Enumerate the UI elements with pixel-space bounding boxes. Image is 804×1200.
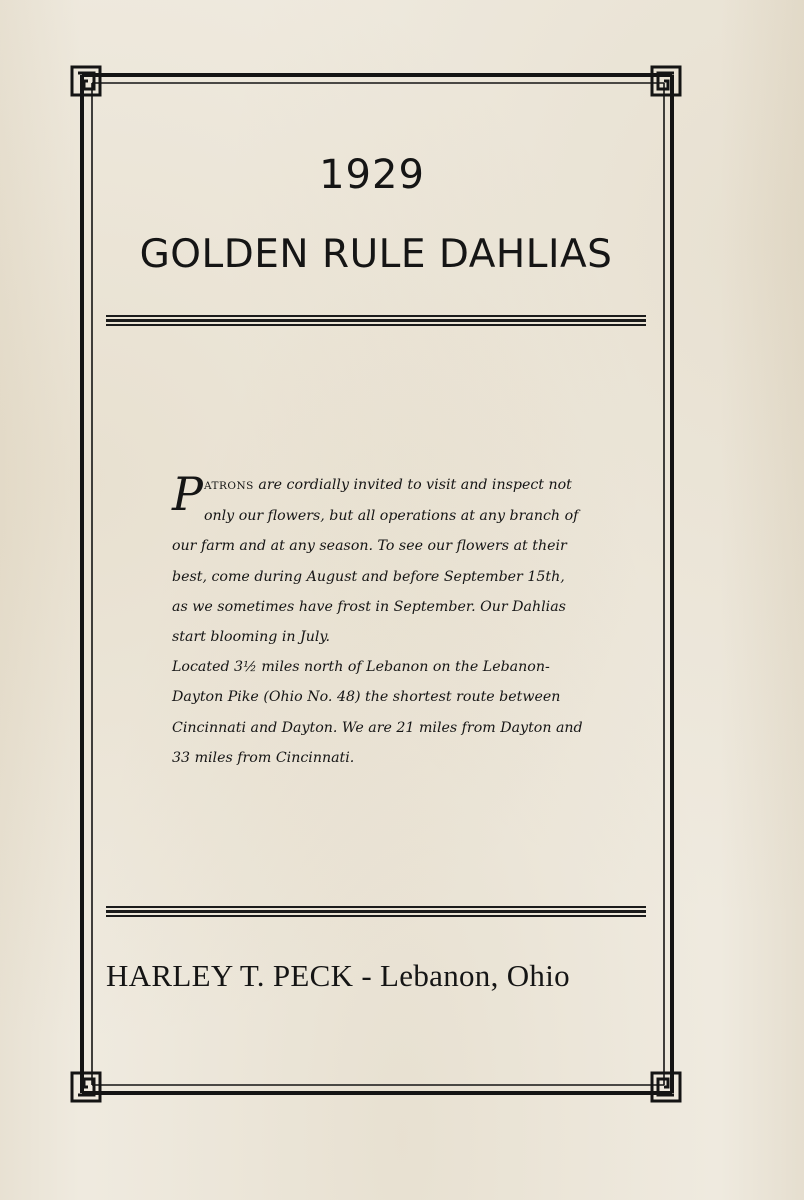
notice-text-1: are cordially invited to visit and inspect not only our flowers, but all operations at any branch of our farm and at any season. To see our flowers at their best, come during August and before September 15th, as we sometimes have frost in September. Our Dahlias start blooming in July. [172,477,579,646]
drop-cap: P [172,467,203,521]
greek-key-corner-icon [72,1073,100,1101]
lead-in: ATRONS [203,480,254,492]
greek-key-corner-icon [652,67,680,95]
bottom-divider [106,906,646,918]
greek-key-corner-icon [72,67,100,95]
notice-paragraph-2: Located 3½ miles north of Lebanon on the Lebanon-Dayton Pike (Ohio No. 48) the shortest route between Cincinnati and Dayton. We are 21 miles from Dayton and 33 miles from Cincinnati. [172,659,583,766]
notice-paragraph-1 [172,467,584,652]
greek-key-corner-icon [652,1073,680,1101]
top-divider [106,315,646,327]
catalog-year: 1929 [319,152,425,198]
catalog-title: GOLDEN RULE DAHLIAS [139,232,613,277]
publisher-line: HARLEY T. PECK - Lebanon, Ohio [106,958,570,993]
visitor-notice [172,467,584,773]
